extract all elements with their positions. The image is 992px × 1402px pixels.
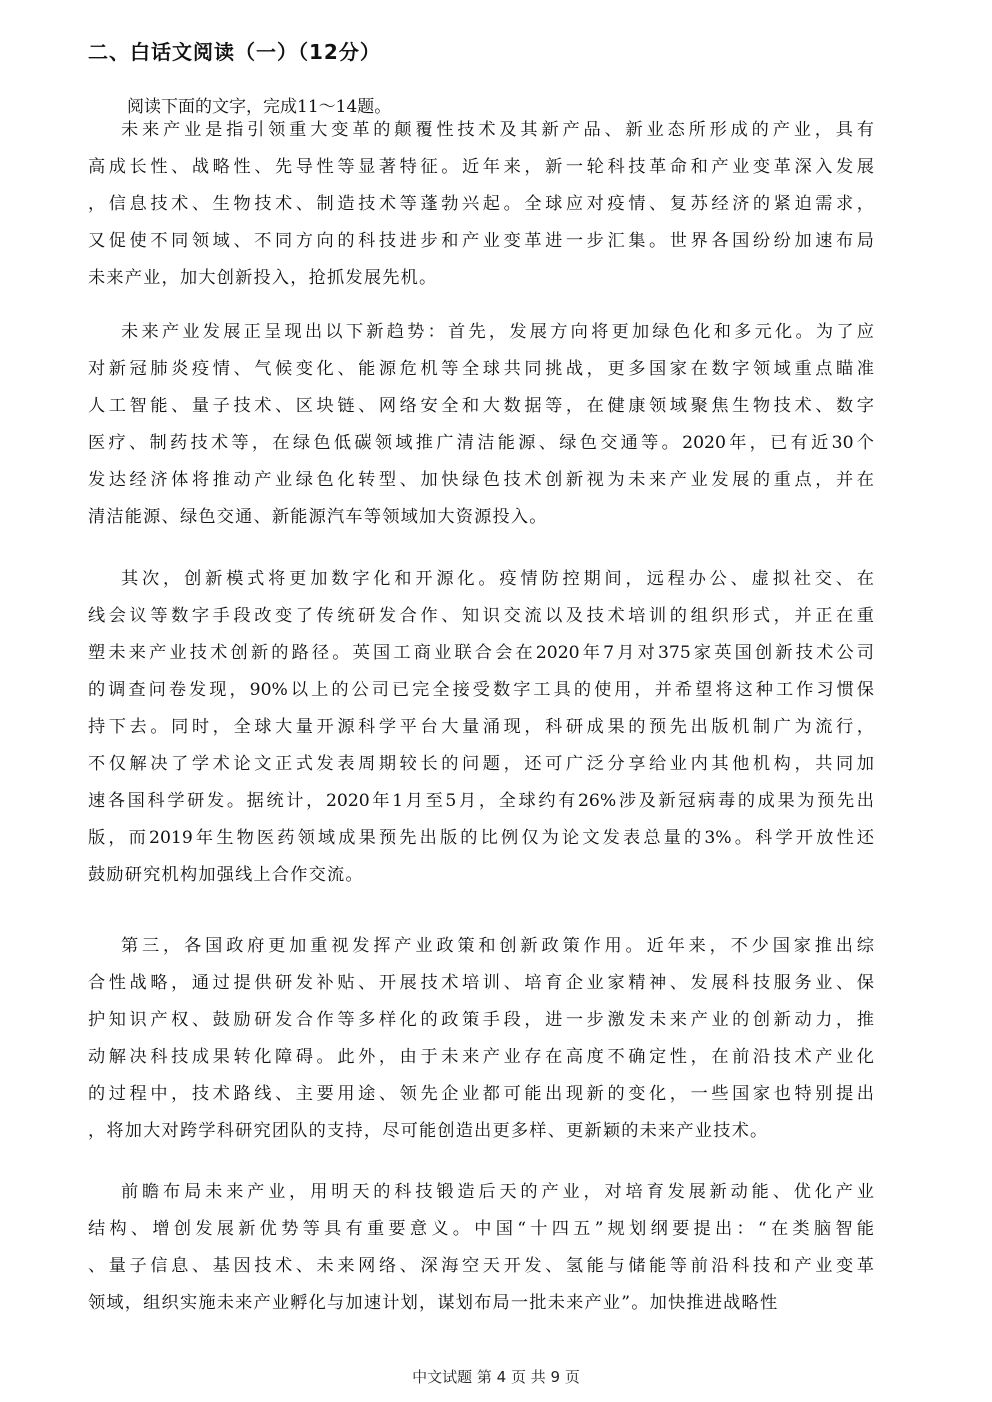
text-line: 持下去。同时，全球大量开源科学平台大量涌现，科研成果的预先出版机制广为流行， (88, 717, 874, 737)
text-line: 鼓励研究机构加强线上合作交流。 (88, 865, 364, 885)
text-line: 人工智能、量子技术、区块链、网络安全和大数据等，在健康领域聚焦生物技术、数字 (88, 396, 874, 416)
text-line: 合性战略，通过提供研发补贴、开展技术培训、培育企业家精神、发展科技服务业、保 (88, 973, 874, 993)
text-line: 高成长性、战略性、先导性等显著特征。近年来，新一轮科技革命和产业变革深入发展 (88, 157, 874, 177)
text-line: 动解决科技成果转化障碍。此外，由于未来产业存在高度不确定性，在前沿技术产业化 (88, 1047, 874, 1067)
text-line: 版，而2019年生物医药领域成果预先出版的比例仅为论文发表总量的3%。科学开放性还 (88, 828, 874, 848)
reading-instruction: 阅读下面的文字，完成11～14题。 (127, 97, 392, 117)
text-line: 线会议等数字手段改变了传统研发合作、知识交流以及技术培训的组织形式，并正在重 (88, 606, 874, 626)
text-line: 塑未来产业技术创新的路径。英国工商业联合会在2020年7月对375家英国创新技术公司 (88, 643, 874, 663)
paragraph-5 (88, 1174, 874, 1322)
text-line: 未来产业发展正呈现出以下新趋势：首先，发展方向将更加绿色化和多元化。为了应 (121, 322, 874, 342)
text-line: 对新冠肺炎疫情、气候变化、能源危机等全球共同挑战，更多国家在数字领域重点瞄准 (88, 359, 874, 379)
paragraph-3 (88, 561, 874, 894)
section-heading: 二、白话文阅读（一）（12分） (88, 40, 381, 64)
text-line: 的调查问卷发现，90%以上的公司已完全接受数字工具的使用，并希望将这种工作习惯保 (88, 680, 874, 700)
text-line: 其次，创新模式将更加数字化和开源化。疫情防控期间，远程办公、虚拟社交、在 (121, 569, 874, 589)
text-line: 不仅解决了学术论文正式发表周期较长的问题，还可广泛分享给业内其他机构，共同加 (88, 754, 874, 774)
text-line: ，信息技术、生物技术、制造技术等蓬勃兴起。全球应对疫情、复苏经济的紧迫需求， (88, 194, 874, 214)
text-line: 第三，各国政府更加重视发挥产业政策和创新政策作用。近年来，不少国家推出综 (121, 936, 874, 956)
text-line: 结构、增创发展新优势等具有重要意义。中国“十四五”规划纲要提出：“在类脑智能 (88, 1219, 874, 1239)
text-line: 护知识产权、鼓励研发合作等多样化的政策手段，进一步激发未来产业的创新动力，推 (88, 1010, 874, 1030)
text-line: 、量子信息、基因技术、未来网络、深海空天开发、氢能与储能等前沿科技和产业变革 (88, 1256, 874, 1276)
text-line: 速各国科学研发。据统计，2020年1月至5月，全球约有26%涉及新冠病毒的成果为预先出 (88, 791, 874, 811)
text-line: 又促使不同领域、不同方向的科技进步和产业变革进一步汇集。世界各国纷纷加速布局 (88, 231, 874, 251)
text-line: ，将加大对跨学科研究团队的支持，尽可能创造出更多样、更新颖的未来产业技术。 (88, 1121, 769, 1141)
text-line: 未来产业是指引领重大变革的颠覆性技术及其新产品、新业态所形成的产业，具有 (121, 120, 874, 140)
page-footer: 中文试题 第 4 页 共 9 页 (412, 1368, 580, 1386)
text-line: 的过程中，技术路线、主要用途、领先企业都可能出现新的变化，一些国家也特别提出 (88, 1084, 874, 1104)
text-line: 领域，组织实施未来产业孵化与加速计划，谋划布局一批未来产业”。加快推进战略性 (88, 1293, 779, 1313)
text-line: 前瞻布局未来产业，用明天的科技锻造后天的产业，对培育发展新动能、优化产业 (121, 1182, 874, 1202)
paragraph-2 (88, 314, 874, 536)
text-line: 未来产业，加大创新投入，抢抓发展先机。 (88, 268, 438, 288)
text-line: 发达经济体将推动产业绿色化转型、加快绿色技术创新视为未来产业发展的重点，并在 (88, 470, 874, 490)
text-line: 医疗、制药技术等，在绿色低碳领域推广清洁能源、绿色交通等。2020年，已有近30个 (88, 433, 874, 453)
paragraph-4 (88, 928, 874, 1150)
paragraph-1 (88, 112, 874, 297)
text-line: 清洁能源、绿色交通、新能源汽车等领域加大资源投入。 (88, 507, 548, 527)
